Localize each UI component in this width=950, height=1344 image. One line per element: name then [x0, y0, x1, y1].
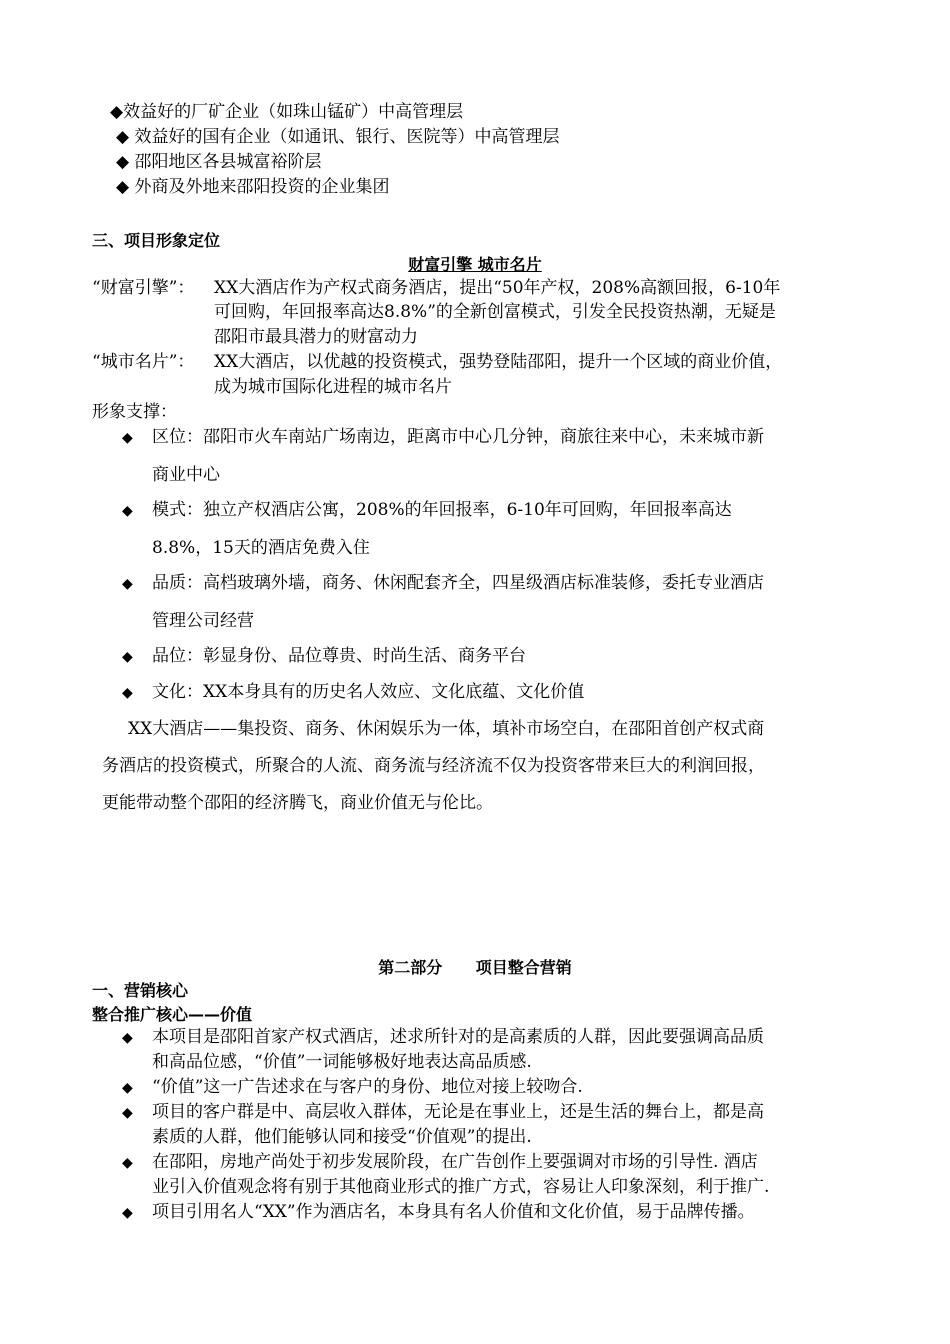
diamond-bullet-icon: ◆ [122, 430, 133, 446]
support-text: 区位：邵阳市火车南站广场南边，距离市中心几分钟，商旅往来中心，未来城市新 [152, 427, 764, 447]
diamond-bullet-icon: ◆ [122, 1205, 133, 1221]
support-item [122, 644, 526, 669]
core-text: 在邵阳，房地产尚处于初步发展阶段，在广告创作上要强调对市场的引导性. 酒店 [152, 1152, 758, 1172]
top-list-item: ◆ 外商及外地来邵阳投资的企业集团 [116, 177, 390, 197]
support-item [122, 680, 584, 705]
core-text: 项目的客户群是中、高层收入群体，无论是在事业上，还是生活的舞台上，都是高 [152, 1102, 764, 1122]
top-list-item: ◆ 邵阳地区各县城富裕阶层 [116, 152, 322, 172]
support-text-cont: 商业中心 [152, 465, 220, 485]
wealth-label: “财富引擎”： [92, 278, 195, 298]
core-item [122, 1075, 583, 1100]
summary-line: 务酒店的投资模式，所聚合的人流、商务流与经济流不仅为投资客带来巨大的利润回报， [102, 756, 765, 776]
diamond-bullet-icon: ◆ [122, 1030, 133, 1046]
support-text-cont: 管理公司经营 [152, 611, 254, 631]
slogan: 财富引擎 城市名片 [408, 255, 542, 274]
section-title: 三、项目形象定位 [92, 231, 221, 250]
diamond-bullet-icon: ◆ [122, 503, 133, 519]
core-item [122, 1025, 764, 1050]
core-title: 整合推广核心——价值 [92, 1005, 253, 1024]
diamond-bullet-icon: ◆ [122, 649, 133, 665]
city-line: XX大酒店，以优越的投资模式，强势登陆邵阳，提升一个区域的商业价值， [214, 352, 783, 372]
support-text: 模式：独立产权酒店公寓，208%的年回报率，6-10年可回购，年回报率高达 [152, 500, 732, 520]
summary-line: XX大酒店——集投资、商务、休闲娱乐为一体，填补市场空白，在邵阳首创产权式商 [128, 719, 765, 739]
city-label: “城市名片”： [92, 352, 195, 372]
part-title: 第二部分 项目整合营销 [378, 958, 572, 977]
diamond-bullet-icon: ◆ [122, 576, 133, 592]
support-item [122, 425, 764, 450]
diamond-bullet-icon: ◆ [122, 1105, 133, 1121]
core-text: 本项目是邵阳首家产权式酒店，述求所针对的是高素质的人群，因此要强调高品质 [152, 1027, 764, 1047]
core-item [122, 1150, 758, 1175]
wealth-line: 可回购，年回报率高达8.8%”的全新创富模式，引发全民投资热潮，无疑是 [214, 302, 776, 322]
top-list-item: ◆ 效益好的国有企业（如通讯、银行、医院等）中高管理层 [116, 127, 560, 147]
core-text: 项目引用名人“XX”作为酒店名，本身具有名人价值和文化价值，易于品牌传播。 [152, 1202, 755, 1222]
city-line: 成为城市国际化进程的城市名片 [214, 377, 452, 397]
core-item [122, 1200, 755, 1225]
wealth-line: 邵阳市最具潜力的财富动力 [214, 327, 418, 347]
core-text-cont: 业引入价值观念将有别于其他商业形式的推广方式，容易让人印象深刻，利于推广. [152, 1177, 770, 1197]
diamond-bullet-icon: ◆ [122, 1155, 133, 1171]
support-title: 形象支撑： [92, 402, 177, 422]
support-text: 文化：XX本身具有的历史名人效应、文化底蕴、文化价值 [152, 682, 585, 702]
support-item [122, 498, 732, 523]
wealth-line: XX大酒店作为产权式商务酒店，提出“50年产权，208%高额回报，6-10年 [214, 278, 781, 298]
top-list-item: ◆效益好的厂矿企业（如珠山锰矿）中高管理层 [110, 102, 464, 122]
core-text-cont: 素质的人群，他们能够认同和接受“价值观”的提出. [152, 1127, 532, 1147]
summary-line: 更能带动整个邵阳的经济腾飞，商业价值无与伦比。 [102, 793, 493, 813]
diamond-bullet-icon: ◆ [122, 685, 133, 701]
marketing-core-heading: 一、营销核心 [92, 981, 189, 1000]
support-item [122, 571, 764, 596]
support-text: 品位：彰显身份、品位尊贵、时尚生活、商务平台 [152, 646, 526, 666]
support-text-cont: 8.8%，15天的酒店免费入住 [152, 538, 370, 558]
core-item [122, 1100, 764, 1125]
support-text: 品质：高档玻璃外墙，商务、休闲配套齐全，四星级酒店标准装修，委托专业酒店 [152, 573, 764, 593]
core-text-cont: 和高品位感，“价值”一词能够极好地表达高品质感. [152, 1052, 532, 1072]
core-text: “价值”这一广告述求在与客户的身份、地位对接上较吻合. [152, 1077, 583, 1097]
diamond-bullet-icon: ◆ [122, 1080, 133, 1096]
